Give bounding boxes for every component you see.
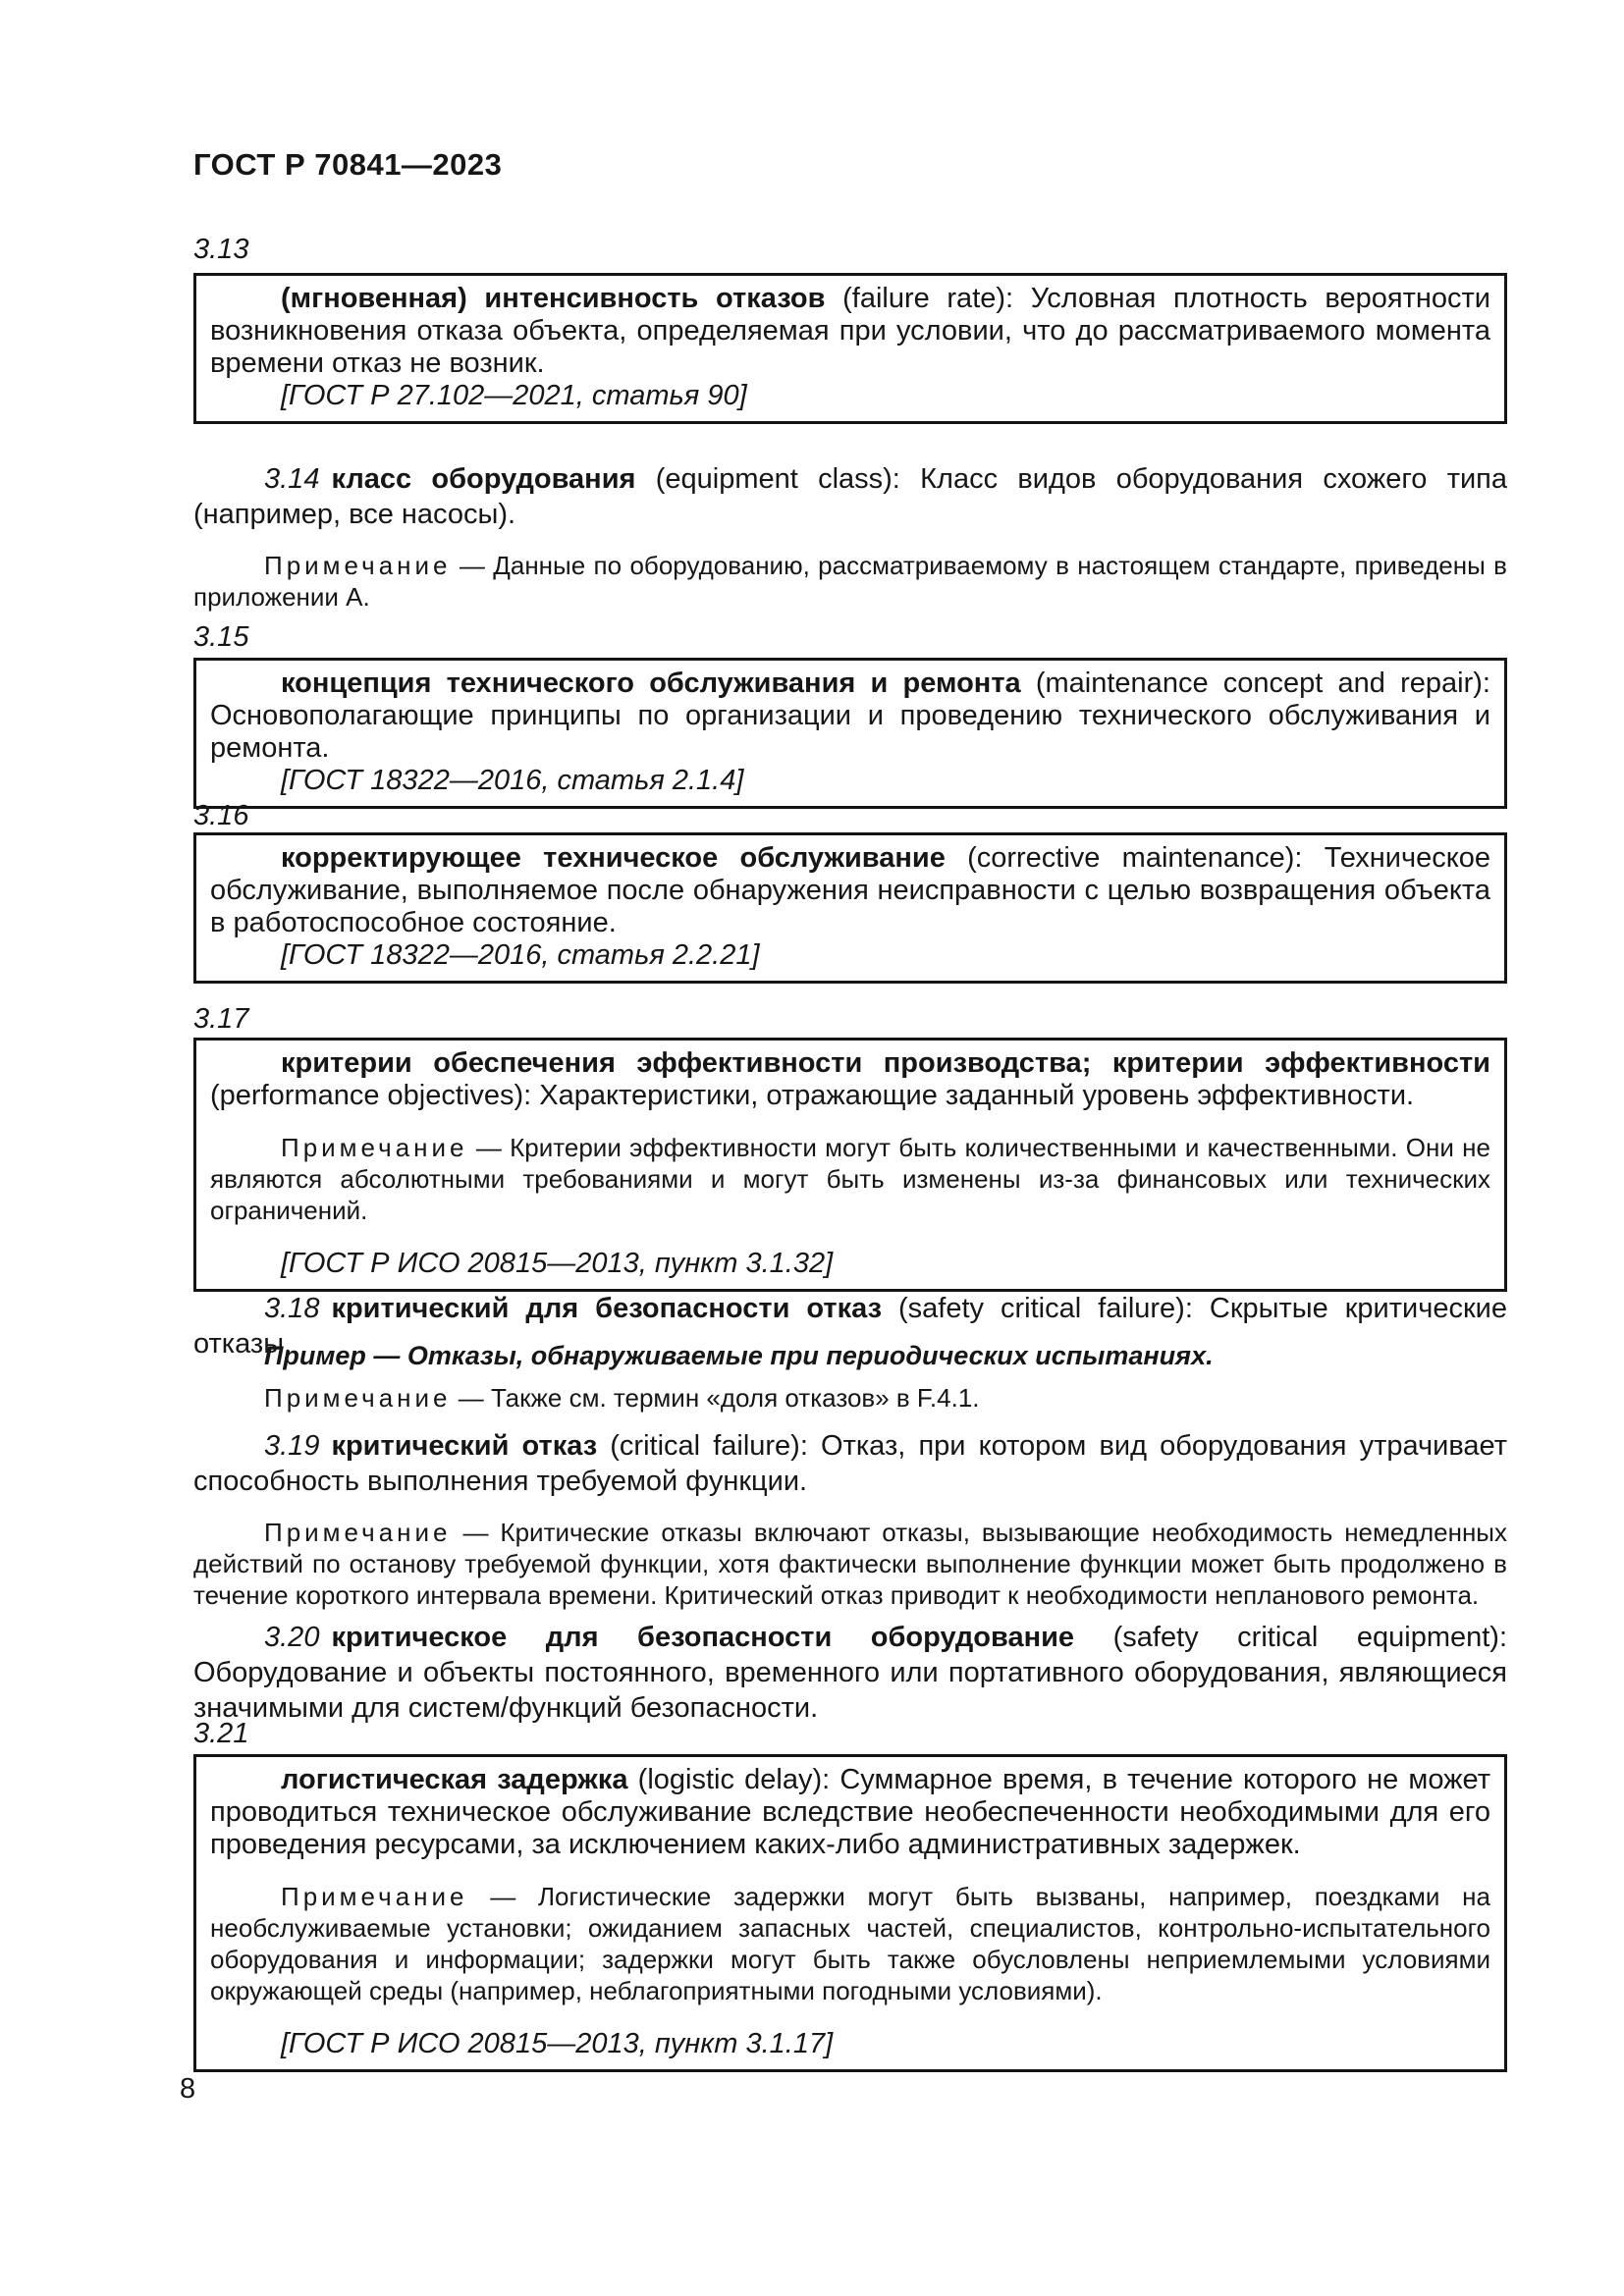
definition-box-3-16 (193, 832, 1507, 984)
note-3-18 (193, 1382, 1507, 1414)
definition-box-3-21 (193, 1754, 1507, 2072)
clause-number-3-15: 3.15 (193, 621, 249, 653)
term-label: критерии обеспечения эффективности производства; критерии эффективности (281, 1047, 1490, 1079)
note-body: — Критические отказы включают отказы, вызывающие необходимость немедленных действий по останову требуемой функции, хотя фактически выполнение функции может быть продолжено в течение короткого интервала времени. Критический отказ приводит к необходимости непланового ремонта. (193, 1518, 1507, 1610)
definition-body: (safety critical failure): Скрытые критические отказы. (193, 1293, 1507, 1360)
source-citation: [ГОСТ Р 27.102—2021, статья 90] (281, 380, 747, 411)
note-3-21 (210, 1881, 1490, 2006)
source-citation: [ГОСТ 18322—2016, статья 2.2.21] (281, 939, 760, 971)
source-citation: [ГОСТ Р ИСО 20815—2013, пункт 3.1.32] (281, 1248, 834, 1279)
clause-number-3-16: 3.16 (193, 800, 249, 831)
definition-text (210, 667, 1490, 765)
term-label: корректирующее техническое обслуживание (281, 842, 946, 874)
example-3-18: Пример — Отказы, обнаруживаемые при периодических испытаниях. (264, 1341, 1214, 1370)
page-number: 8 (180, 2073, 196, 2105)
definition-body: (corrective maintenance): Техническое обслуживание, выполняемое после обнаружения неисправности с целью возвращения объекта в работоспособное состояние. (210, 842, 1490, 938)
definition-3-20 (193, 1620, 1507, 1726)
document-code-header: ГОСТ Р 70841—2023 (193, 147, 503, 182)
definition-body: (logistic delay): Суммарное время, в течение которого не может проводиться техническое обслуживание вследствие необеспеченности необходимыми для его проведения ресурсами, за исключением каких-либо административных задержек. (210, 1764, 1490, 1860)
clause-number-3-13: 3.13 (193, 234, 249, 265)
note-label: Примечание (264, 1383, 452, 1413)
note-body: — Критерии эффективности могут быть количественными и качественными. Они не являются абсолютными требованиями и могут быть изменены из-за финансовых или технических ограничений. (210, 1133, 1490, 1225)
definition-box-3-15 (193, 658, 1507, 809)
note-label: Примечание (281, 1133, 468, 1162)
definition-body: (equipment class): Класс видов оборудования схожего типа (например, все насосы). (193, 463, 1508, 530)
note-label: Примечание (281, 1882, 468, 1911)
definition-3-14 (193, 461, 1507, 532)
definition-body: (failure rate): Условная плотность вероятности возникновения отказа объекта, определяемая при условии, что до рассматриваемого момента времени отказ не возник. (210, 283, 1490, 379)
definition-body: (maintenance concept and repair): Основополагающие принципы по организации и проведению технического обслуживания и ремонта. (210, 667, 1490, 764)
term-label: логистическая задержка (281, 1764, 628, 1795)
definition-body: (safety critical equipment): Оборудование и объекты постоянного, временного или портативного оборудования, являющиеся значимыми для систем/функций безопасности. (193, 1622, 1508, 1724)
definition-body: (performance objectives): Характеристики, отражающие заданный уровень эффективности. (210, 1080, 1415, 1111)
note-body: — Также см. термин «доля отказов» в F.4.1. (451, 1383, 980, 1413)
note-label: Примечание (264, 551, 452, 580)
note-3-19 (193, 1517, 1507, 1611)
term-label: критический отказ (331, 1430, 598, 1462)
clause-number: 3.20 (264, 1622, 320, 1653)
note-3-14 (193, 550, 1507, 613)
term-label: класс оборудования (331, 463, 636, 495)
clause-number-3-17: 3.17 (193, 1003, 249, 1035)
clause-number: 3.18 (264, 1293, 320, 1324)
term-label: концепция технического обслуживания и ремонта (281, 667, 1021, 699)
term-label: критическое для безопасности оборудование (331, 1622, 1075, 1653)
clause-number: 3.14 (264, 463, 320, 495)
definition-text (210, 1047, 1490, 1112)
term-label: критический для безопасности отказ (331, 1293, 882, 1324)
definition-body: (critical failure): Отказ, при котором вид оборудования утрачивает способность выполнения требуемой функции. (193, 1430, 1507, 1497)
note-label: Примечание (264, 1518, 452, 1547)
note-body: — Логистические задержки могут быть вызваны, например, поездками на необслуживаемые установки; ожиданием запасных частей, специалистов, контрольно-испытательного оборудования и информации; задержки могут быть также обусловлены неприемлемыми условиями окружающей среды (например, неблагоприятными погодными условиями). (210, 1882, 1490, 2005)
definition-text (210, 1764, 1490, 1861)
source-citation: [ГОСТ 18322—2016, статья 2.1.4] (281, 765, 744, 796)
definition-text (210, 283, 1490, 380)
term-label: (мгновенная) интенсивность отказов (281, 283, 826, 314)
definition-text (210, 842, 1490, 939)
definition-box-3-13 (193, 273, 1507, 424)
definition-box-3-17 (193, 1038, 1507, 1292)
note-3-17 (210, 1132, 1490, 1226)
source-citation: [ГОСТ Р ИСО 20815—2013, пункт 3.1.17] (281, 2028, 834, 2059)
definition-3-19 (193, 1428, 1507, 1499)
clause-number: 3.19 (264, 1430, 320, 1462)
clause-number-3-21: 3.21 (193, 1718, 249, 1749)
note-body: — Данные по оборудованию, рассматриваемому в настоящем стандарте, приведены в приложении А. (193, 551, 1507, 612)
